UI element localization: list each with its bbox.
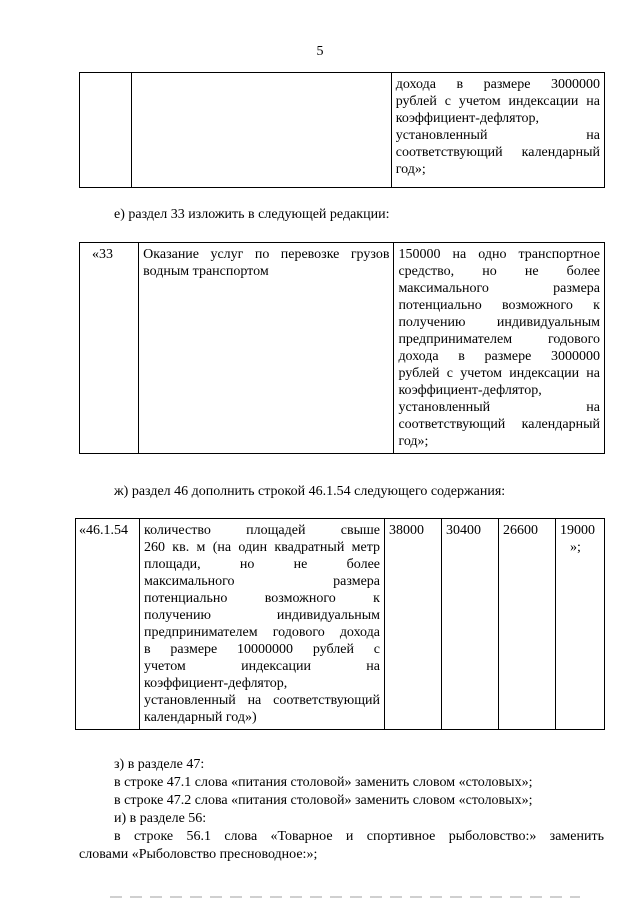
paragraph-i-line1: в строке 56.1 слова «Товарное и спортивное рыболовство:» заменить — [114, 829, 604, 844]
table2-line: рублей с учетом индексации на — [398, 366, 600, 381]
table1-col3 — [391, 73, 604, 188]
table1-line: год»; — [395, 162, 426, 177]
table2-line: дохода в размере 3000000 — [398, 349, 600, 364]
table2-line: получению индивидуальным — [398, 315, 600, 330]
table3-value-4 — [556, 519, 605, 730]
table3-value-4-number: 19000 — [560, 523, 595, 538]
paragraph-z-line1: в строке 47.1 слова «питания столовой» заменить словом «столовых»; — [114, 775, 533, 790]
table3-line: количество площадей свыше — [144, 523, 380, 538]
table2-line: соответствующий календарный — [398, 417, 600, 432]
table3-line: максимального размера — [144, 574, 380, 589]
table-row — [80, 243, 605, 454]
table3-line: 260 кв. м (на один квадратный метр — [144, 540, 380, 555]
table3-line: в размере 10000000 рублей с — [144, 642, 380, 657]
table-row — [80, 73, 605, 188]
table-row — [76, 519, 605, 730]
table1-col2 — [131, 73, 391, 188]
table1-line: дохода в размере 3000000 — [395, 77, 600, 92]
table2-value — [394, 243, 605, 454]
table3-line: календарный год») — [144, 710, 257, 725]
table2-line: 150000 на одно транспортное — [398, 247, 600, 262]
table3-line: установленный на соответствующий — [144, 693, 380, 708]
paragraph-e: е) раздел 33 изложить в следующей редакции: — [114, 207, 390, 222]
table3-line: предпринимателем годового дохода — [144, 625, 380, 640]
table2-line: предпринимателем годового — [398, 332, 600, 347]
scan-artifact-line — [110, 896, 580, 898]
paragraph-zh: ж) раздел 46 дополнить строкой 46.1.54 следующего содержания: — [114, 484, 506, 499]
table1-line: соответствующий календарный — [395, 145, 600, 160]
table3-line: получению индивидуальным — [144, 608, 380, 623]
table1-line: рублей с учетом индексации на — [395, 94, 600, 109]
table3-line: площади, но не более — [144, 557, 380, 572]
table2-line: год»; — [398, 434, 429, 449]
table-continuation — [79, 72, 605, 188]
table3-line: потенциально возможного к — [144, 591, 380, 606]
table3-value-1: 38000 — [385, 519, 442, 730]
paragraph-z-line2: в строке 47.2 слова «питания столовой» заменить словом «столовых»; — [114, 793, 533, 808]
table3-line: учетом индексации на — [144, 659, 380, 674]
table2-line: потенциально возможного к — [398, 298, 600, 313]
page-number: 5 — [316, 44, 324, 59]
table3-number: «46.1.54 — [76, 519, 140, 730]
paragraph-i: и) в разделе 56: — [114, 811, 207, 826]
table3-line: коэффициент-дефлятор, — [144, 676, 288, 691]
table3-value-4-suffix: »; — [570, 540, 581, 555]
table2-name: Оказание услуг по перевозке грузов водным транспортом — [139, 243, 394, 454]
paragraph-i-line2: словами «Рыболовство пресноводное:»; — [79, 847, 318, 862]
table2-line: средство, но не более — [398, 264, 600, 279]
table3-value-3: 26600 — [499, 519, 556, 730]
table1-col1 — [80, 73, 132, 188]
table2-line: установленный на — [398, 400, 600, 415]
table2-number: «33 — [80, 243, 139, 454]
table3-description — [140, 519, 385, 730]
table-section-33 — [79, 242, 605, 454]
table1-line: коэффициент-дефлятор, — [395, 111, 540, 126]
table2-line: коэффициент-дефлятор, — [398, 383, 542, 398]
table2-line: максимального размера — [398, 281, 600, 296]
paragraph-z: з) в разделе 47: — [114, 757, 205, 772]
table3-value-2: 30400 — [442, 519, 499, 730]
table1-line: установленный на — [395, 128, 600, 143]
table-row-46-1-54 — [75, 518, 605, 730]
